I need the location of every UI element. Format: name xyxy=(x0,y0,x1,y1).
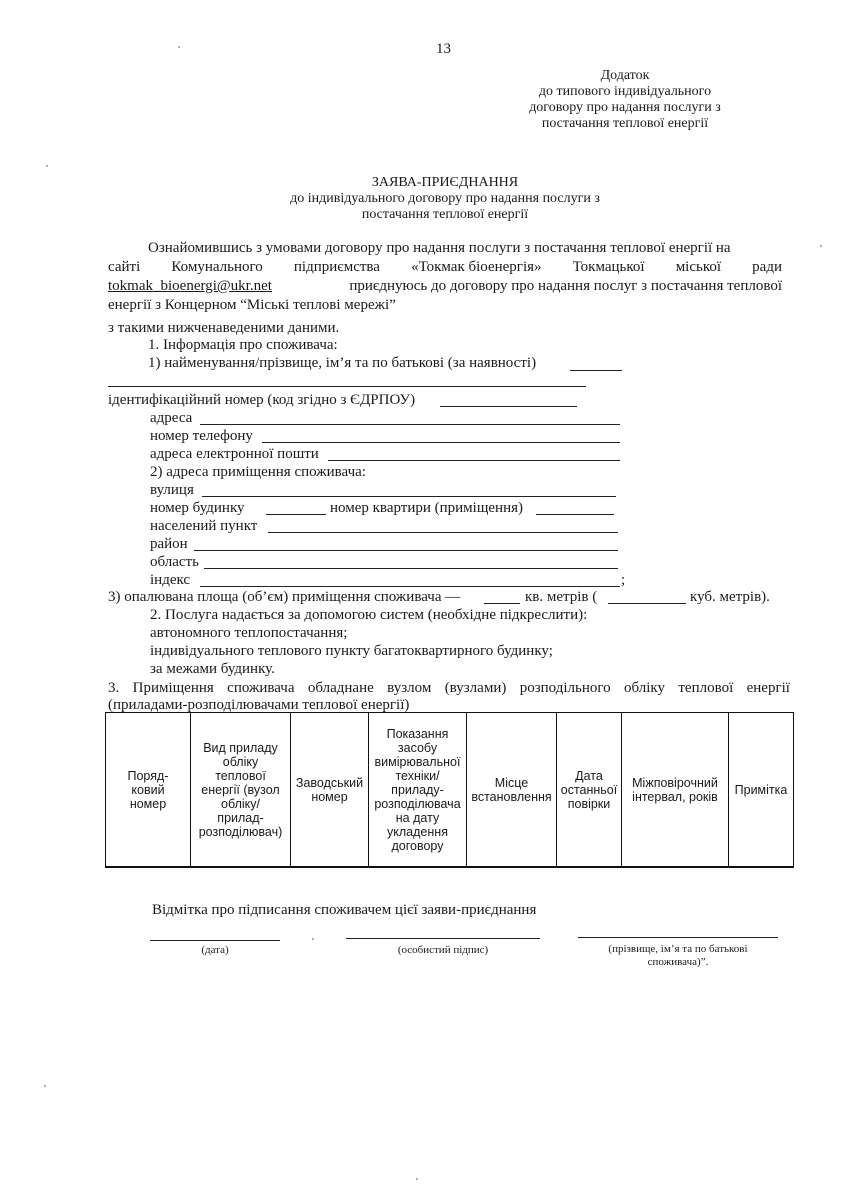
header-readings: Показання засобу вимірювальної техніки/ приладу- розподілювача на дату укладення договору xyxy=(369,713,467,867)
section3-word: енергії xyxy=(746,680,790,696)
section1-heading: 1. Інформація про споживача: xyxy=(148,337,338,353)
email-link[interactable]: tokmak_bioenergi@ukr.net xyxy=(108,278,272,294)
scan-speck xyxy=(416,1178,418,1180)
scan-speck xyxy=(820,245,822,247)
email-label: адреса електронної пошти xyxy=(150,446,319,462)
header-last-verification: Дата останньої повірки xyxy=(557,713,622,867)
table-header-row xyxy=(106,713,794,867)
intro-line-1: Ознайомившись з умовами договору про надання послуги з постачання теплової енергії на xyxy=(148,240,731,256)
consumer-name-field[interactable] xyxy=(570,370,622,371)
locality-field[interactable] xyxy=(268,532,618,533)
building-field[interactable] xyxy=(266,514,326,515)
postcode-label: індекс xyxy=(150,572,191,588)
area-sqm-unit: кв. метрів ( xyxy=(525,589,598,605)
title-sub-1: до індивідуального договору про надання послуги з xyxy=(290,191,600,206)
intro-line-4: енергії з Концерном “Міські теплові мережі” xyxy=(108,297,396,313)
premises-address-label: 2) адреса приміщення споживача: xyxy=(150,464,366,480)
id-number-label: ідентифікаційний номер (код згідно з ЄДРПОУ) xyxy=(108,392,416,408)
intro-word: «Токмак біоенергія» xyxy=(411,259,542,275)
section2-heading: 2. Послуга надається за допомогою систем (необхідне підкреслити): xyxy=(150,607,588,623)
email-field[interactable] xyxy=(328,460,620,461)
full-name-caption xyxy=(578,943,778,969)
option-autonomous[interactable]: автономного теплопостачання; xyxy=(150,625,348,641)
section3-word: обладнане xyxy=(307,680,374,696)
phone-field[interactable] xyxy=(262,442,620,443)
area-cum-unit: куб. метрів). xyxy=(690,589,770,605)
annex-block xyxy=(500,68,750,132)
scan-speck xyxy=(312,938,314,940)
street-label: вулиця xyxy=(150,482,194,498)
option-outside-building[interactable]: за межами будинку. xyxy=(150,661,275,677)
signature-mark: Відмітка про підписання споживачем цієї заяви-приєднання xyxy=(152,902,537,918)
building-label: номер будинку xyxy=(150,500,245,516)
section3-word: (вузлами) xyxy=(444,680,507,696)
annex-line-3: договору про надання послуги з xyxy=(529,100,721,115)
header-device-type: Вид приладу обліку теплової енергії (вузол обліку/ прилад- розподілювач) xyxy=(191,713,291,867)
apartment-field[interactable] xyxy=(536,514,614,515)
region-field[interactable] xyxy=(204,568,618,569)
title-heading: ЗАЯВА-ПРИЄДНАННЯ xyxy=(371,175,519,190)
section3-line-1 xyxy=(108,680,790,697)
intro-word: сайті xyxy=(108,259,141,275)
header-verification-interval: Міжповірочний інтервал, років xyxy=(622,713,729,867)
district-label: район xyxy=(150,536,188,552)
consumer-name-field-2[interactable] xyxy=(108,386,586,387)
apartment-label: номер квартири (приміщення) xyxy=(330,500,524,516)
section3-word: теплової xyxy=(678,680,734,696)
intro-line-2 xyxy=(108,259,782,276)
address-field[interactable] xyxy=(200,424,620,425)
intro-line-3-rest: приєднуюсь до договору про надання послуг з постачання теплової xyxy=(349,278,782,294)
full-name-caption-1: (прізвище, ім’я та по батькові xyxy=(608,943,748,955)
header-serial-number: Заводський номер xyxy=(291,713,369,867)
full-name-caption-2: споживача)”. xyxy=(647,956,709,968)
header-sequence-number: Поряд- ковий номер xyxy=(106,713,191,867)
locality-label: населений пункт xyxy=(150,518,258,534)
table-row[interactable] xyxy=(106,867,794,868)
title-sub-2: постачання теплової енергії xyxy=(361,207,529,222)
region-label: область xyxy=(150,554,199,570)
section3-word: споживача xyxy=(227,680,295,696)
annex-line-4: постачання теплової енергії xyxy=(541,116,709,131)
section3-word: розподільного xyxy=(519,680,611,696)
annex-line-1: Додаток xyxy=(600,68,650,83)
date-caption: (дата) xyxy=(201,944,229,956)
intro-word: підприємства xyxy=(293,259,380,275)
section3-line-2: (приладами-розподілювачами теплової енергії) xyxy=(108,697,410,713)
scan-speck xyxy=(46,165,48,167)
intro-word: Комунального xyxy=(171,259,263,275)
header-install-location: Місце встановлення xyxy=(467,713,557,867)
postcode-semicolon: ; xyxy=(621,572,626,588)
district-field[interactable] xyxy=(194,550,618,551)
section3-word: 3. xyxy=(108,680,120,696)
street-field[interactable] xyxy=(202,496,616,497)
signature-field[interactable] xyxy=(346,938,540,939)
annex-line-2: до типового індивідуального xyxy=(538,84,712,99)
document-title xyxy=(250,175,640,223)
meter-table xyxy=(105,712,794,868)
full-name-field[interactable] xyxy=(578,937,778,938)
signature-caption: (особистий підпис) xyxy=(397,944,489,956)
postcode-field[interactable] xyxy=(200,586,620,587)
intro-word: міської xyxy=(675,259,722,275)
option-individual-point[interactable]: індивідуального теплового пункту багатоквартирного будинку; xyxy=(150,643,553,659)
section3-word: вузлом xyxy=(387,680,432,696)
intro-line-3 xyxy=(108,278,782,295)
area-cum-field[interactable] xyxy=(608,603,686,604)
page-number: 13 xyxy=(436,41,451,57)
id-number-field[interactable] xyxy=(440,406,577,407)
scan-speck xyxy=(44,1085,46,1087)
intro-word: Токмацької xyxy=(572,259,645,275)
consumer-name-label: 1) найменування/прізвище, ім’я та по батькові (за наявності) xyxy=(148,355,537,371)
heated-area-label: 3) опалювана площа (об’єм) приміщення споживача — xyxy=(108,589,461,605)
section3-word: Приміщення xyxy=(132,680,214,696)
intro-word: ради xyxy=(752,259,782,275)
intro-line-5: з такими нижченаведеними даними. xyxy=(108,320,340,336)
area-sqm-field[interactable] xyxy=(484,603,520,604)
section3-word: обліку xyxy=(624,680,666,696)
phone-label: номер телефону xyxy=(150,428,253,444)
header-note: Примітка xyxy=(729,713,794,867)
address-label: адреса xyxy=(150,410,193,426)
date-field[interactable] xyxy=(150,940,280,941)
scan-speck xyxy=(178,46,180,48)
